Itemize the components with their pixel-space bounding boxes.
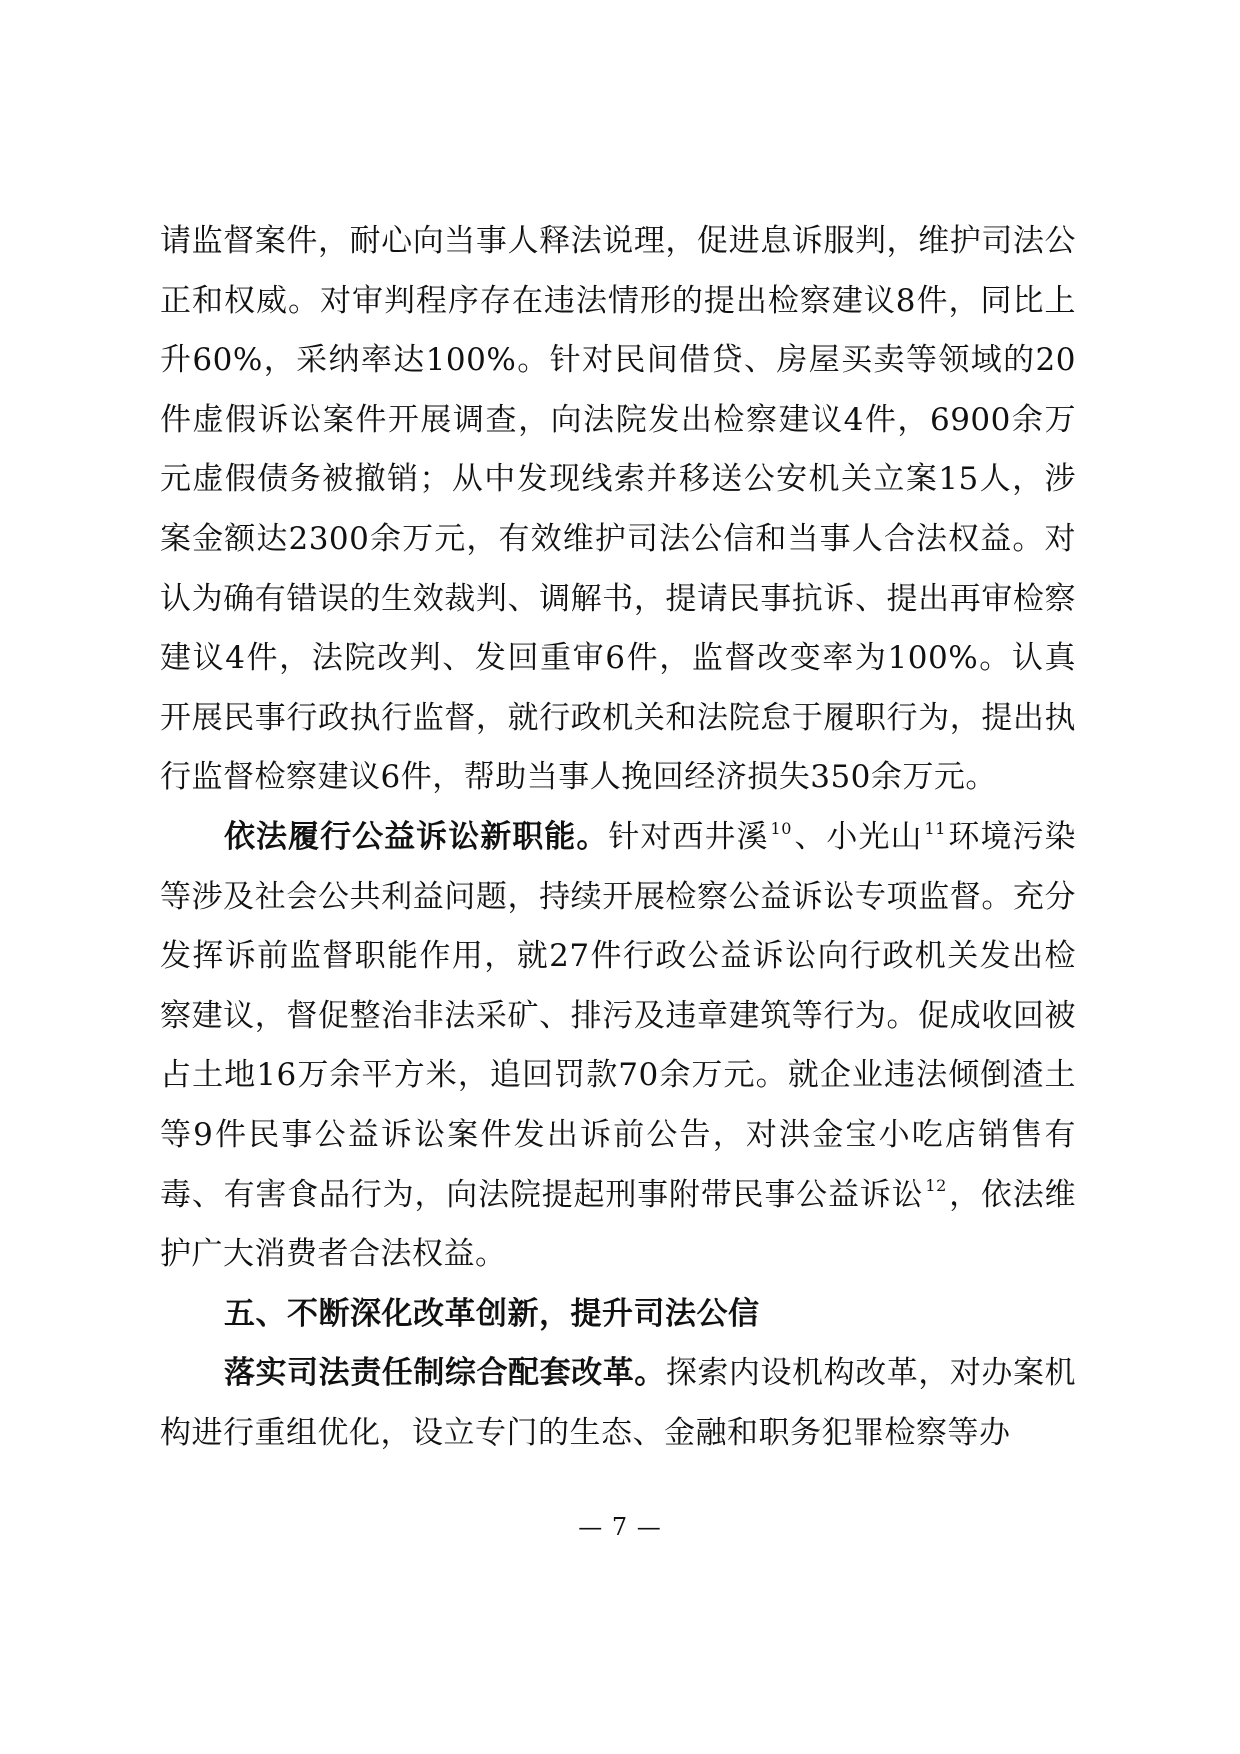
- paragraph-text: 请监督案件，耐心向当事人释法说理，促进息诉服判，维护司法公正和权威。对审判程序存在违法情形的提出检察建议8件，同比上升60%，采纳率达100%。针对民间借贷、房屋买卖等领域的20件虚假诉讼案件开展调查，向法院发出检察建议4件，6900余万元虚假债务被撤销；从中发现线索并移送公安机关立案15人，涉案金额达2300余万元，有效维护司法公信和当事人合法权益。对认为确有错误的生效裁判、调解书，提请民事抗诉、提出再审检察建议4件，法院改判、发回重审6件，监督改变率为100%。认真开展民事行政执行监督，就行政机关和法院怠于履职行为，提出执行监督检察建议6件，帮助当事人挽回经济损失350余万元。: [160, 223, 1076, 796]
- paragraph-lead-heading: 落实司法责任制综合配套改革。: [224, 1355, 666, 1392]
- paragraph-civil-supervision: [160, 212, 1076, 808]
- footnote-ref-11: 11: [924, 818, 946, 838]
- paragraph-text: ，依法维护广大消费者合法权益。: [160, 1176, 1076, 1273]
- page-number: — 7 —: [578, 1513, 662, 1541]
- paragraph-public-interest-litigation: [160, 808, 1076, 1285]
- paragraph-text: 环境污染等涉及社会公共利益问题，持续开展检察公益诉讼专项监督。充分发挥诉前监督职能作用，就27件行政公益诉讼向行政机关发出检察建议，督促整治非法采矿、排污及违章建筑等行为。促成收回被占土地16万余平方米，追回罚款70余万元。就企业违法倾倒渣土等9件民事公益诉讼案件发出诉前公告，对洪金宝小吃店销售有毒、有害食品行为，向法院提起刑事附带民事公益诉讼: [160, 818, 1077, 1213]
- footnote-ref-12: 12: [925, 1176, 947, 1196]
- paragraph-lead-heading: 依法履行公益诉讼新职能。: [224, 818, 609, 855]
- footnote-ref-10: 10: [770, 818, 792, 838]
- section-heading: 五、不断深化改革创新，提升司法公信: [224, 1295, 760, 1332]
- paragraph-judicial-reform: [160, 1344, 1076, 1463]
- paragraph-text: 探索内设机构改革，对办案机构进行重组优化，设立专门的生态、金融和职务犯罪检察等办: [160, 1355, 1077, 1451]
- paragraph-text: 针对西井溪: [608, 818, 769, 855]
- document-body: [160, 212, 1076, 1463]
- paragraph-text: 、小光山: [793, 818, 923, 855]
